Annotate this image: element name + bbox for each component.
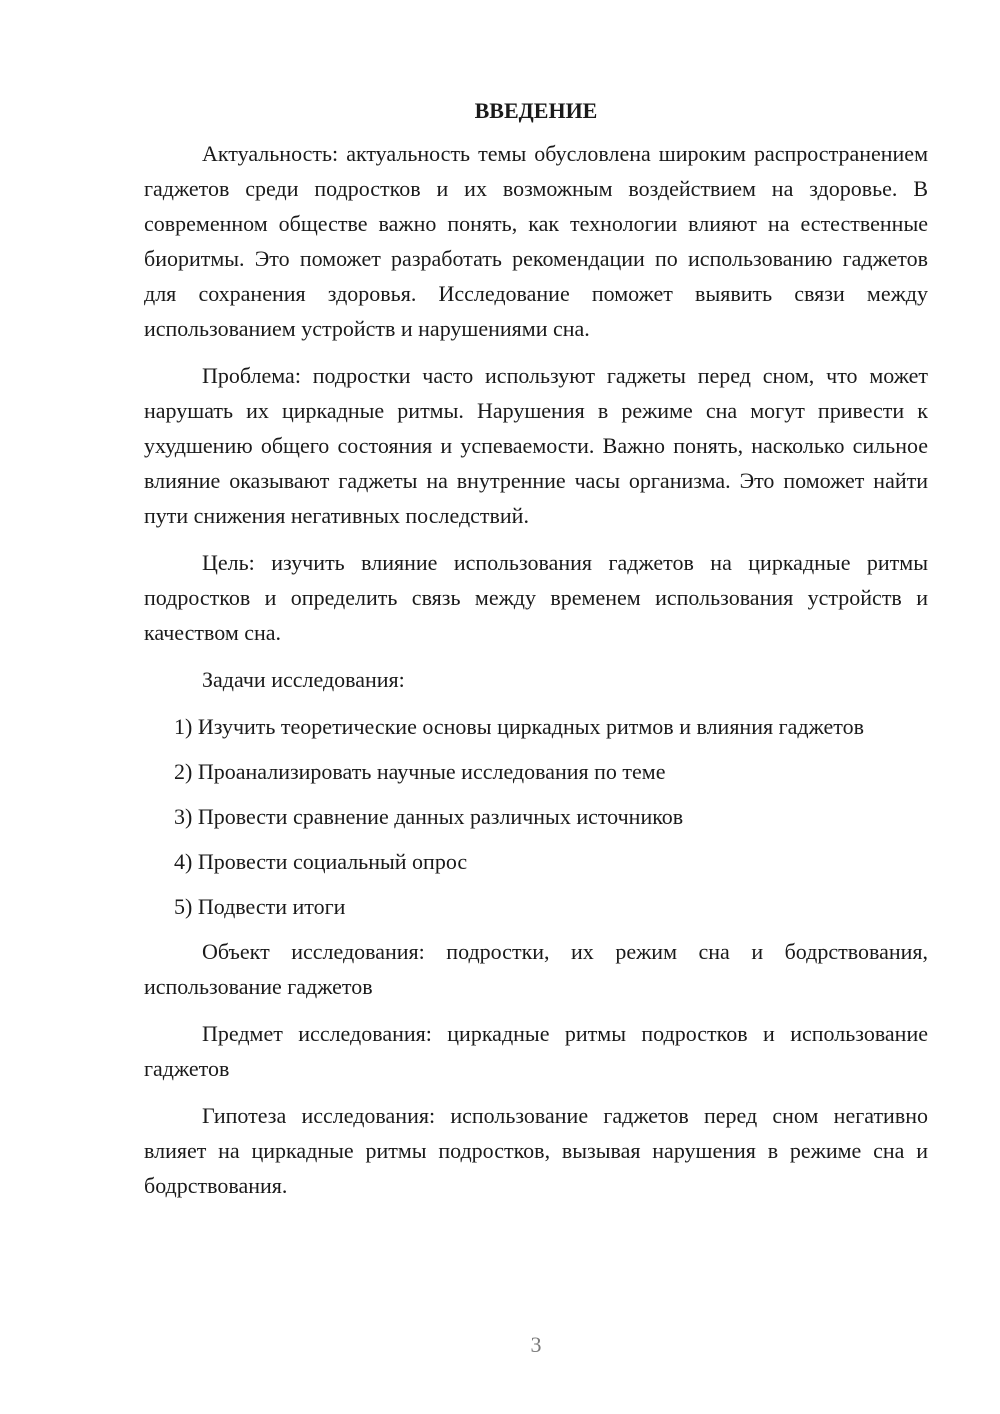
list-item: 1) Изучить теоретические основы циркадных ритмов и влияния гаджетов — [174, 714, 864, 739]
paragraph-hypothesis: Гипотеза исследования: использование гаджетов перед сном негативно влияет на циркадные ритмы подростков, вызывая нарушения в режиме сна и бодрствования. — [144, 1103, 928, 1198]
list-item: 2) Проанализировать научные исследования по теме — [174, 759, 666, 784]
paragraph-object: Объект исследования: подростки, их режим сна и бодрствования, использование гаджетов — [144, 939, 928, 999]
list-item: 5) Подвести итоги — [174, 894, 346, 919]
list-item: 3) Провести сравнение данных различных источников — [174, 804, 684, 829]
page-number: 3 — [530, 1332, 542, 1357]
section-heading: ВВЕДЕНИЕ — [474, 98, 598, 123]
paragraph-goal: Цель: изучить влияние использования гаджетов на циркадные ритмы подростков и определить связь между временем использования устройств и качеством сна. — [144, 550, 928, 645]
paragraph-problem: Проблема: подростки часто используют гаджеты перед сном, что может нарушать их циркадные ритмы. Нарушения в режиме сна могут привести к ухудшению общего состояния и успеваемости. Важно понять, насколько сильное влияние оказывают гаджеты на внутренние часы организма. Это поможет найти пути снижения негативных последствий. — [144, 363, 928, 528]
list-item: 4) Провести социальный опрос — [174, 849, 468, 874]
paragraph-relevance: Актуальность: актуальность темы обусловлена широким распространением гаджетов среди подростков и их возможным воздействием на здоровье. В современном обществе важно понять, как технологии влияют на естественные биоритмы. Это поможет разработать рекомендации по использованию гаджетов для сохранения здоровья. Исследование поможет выявить связи между использованием устройств и нарушениями сна. — [144, 141, 928, 341]
tasks-title: Задачи исследования: — [202, 667, 405, 692]
tasks-list — [144, 709, 928, 924]
page-content — [144, 96, 928, 1215]
paragraph-subject: Предмет исследования: циркадные ритмы подростков и использование гаджетов — [144, 1021, 928, 1081]
